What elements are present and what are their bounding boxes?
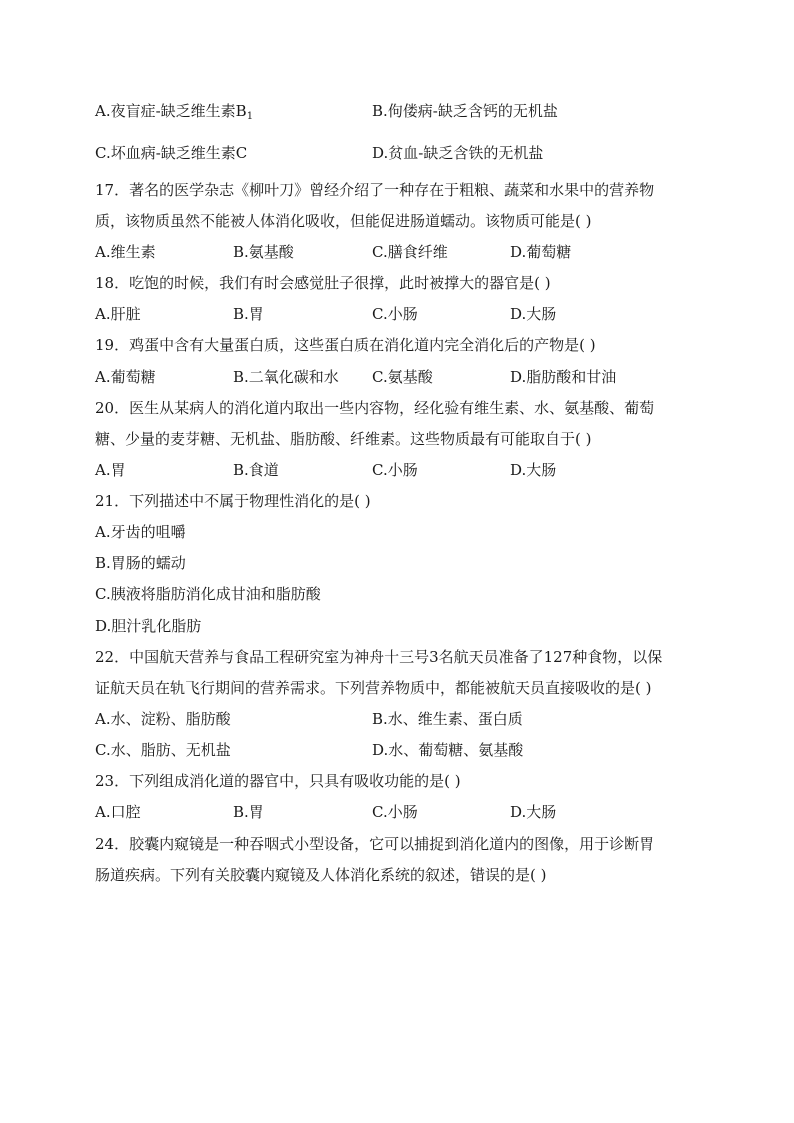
q19-stem-line1: 19．鸡蛋中含有大量蛋白质，这些蛋白质在消化道内完全消化后的产物是( ) xyxy=(95,336,596,354)
q16-option-a-text: A.夜盲症-缺乏维生素B xyxy=(95,102,247,120)
q21-option-b: B.胃肠的蠕动 xyxy=(95,554,186,572)
q18-option-c: C.小肠 xyxy=(372,305,418,323)
q20-option-c: C.小肠 xyxy=(372,461,418,479)
q18-stem-line1: 18．吃饱的时候，我们有时会感觉肚子很撑，此时被撑大的器官是( ) xyxy=(95,274,551,292)
q21-stem-line1: 21．下列描述中不属于物理性消化的是( ) xyxy=(95,492,371,510)
q23-option-c: C.小肠 xyxy=(372,803,418,821)
q22-option-b: B.水、维生素、蛋白质 xyxy=(372,710,523,728)
q17-stem-line2: 质，该物质虽然不能被人体消化吸收，但能促进肠道蠕动。该物质可能是( ) xyxy=(95,212,592,230)
q21-option-a: A.牙齿的咀嚼 xyxy=(95,523,186,541)
q22-option-c: C.水、脂肪、无机盐 xyxy=(95,741,231,759)
q18-option-d: D.大肠 xyxy=(510,305,557,323)
q23-option-b: B.胃 xyxy=(233,803,264,821)
q17-option-a: A.维生素 xyxy=(95,243,156,261)
q22-option-d: D.水、葡萄糖、氨基酸 xyxy=(372,741,524,759)
q22-stem-line2: 证航天员在轨飞行期间的营养需求。下列营养物质中，都能被航天员直接吸收的是( ) xyxy=(95,679,652,697)
q16-option-d: D.贫血-缺乏含铁的无机盐 xyxy=(372,144,544,162)
q16-option-b: B.佝偻病-缺乏含钙的无机盐 xyxy=(372,102,558,120)
q22-option-a: A.水、淀粉、脂肪酸 xyxy=(95,710,231,728)
q17-stem-line1: 17．著名的医学杂志《柳叶刀》曾经介绍了一种存在于粗粮、蔬菜和水果中的营养物 xyxy=(95,181,655,199)
q24-stem-line2: 肠道疾病。下列有关胶囊内窥镜及人体消化系统的叙述，错误的是( ) xyxy=(95,866,547,884)
q22-stem-line1: 22．中国航天营养与食品工程研究室为神舟十三号3名航天员准备了127种食物，以保 xyxy=(95,648,663,666)
q19-option-a: A.葡萄糖 xyxy=(95,368,156,386)
q23-stem-line1: 23．下列组成消化道的器官中，只具有吸收功能的是( ) xyxy=(95,772,461,790)
q20-option-a: A.胃 xyxy=(95,461,126,479)
q16-option-a xyxy=(95,101,253,121)
q19-option-b: B.二氧化碳和水 xyxy=(233,368,339,386)
q16-option-c: C.坏血病-缺乏维生素C xyxy=(95,144,248,162)
q20-option-d: D.大肠 xyxy=(510,461,557,479)
q17-option-b: B.氨基酸 xyxy=(233,243,294,261)
q20-stem-line1: 20．医生从某病人的消化道内取出一些内容物，经化验有维生素、水、氨基酸、葡萄 xyxy=(95,399,655,417)
q17-option-c: C.膳食纤维 xyxy=(372,243,448,261)
q20-option-b: B.食道 xyxy=(233,461,279,479)
q23-option-a: A.口腔 xyxy=(95,803,141,821)
q20-stem-line2: 糖、少量的麦芽糖、无机盐、脂肪酸、纤维素。这些物质最有可能取自于( ) xyxy=(95,430,592,448)
q21-option-c: C.胰液将脂肪消化成甘油和脂肪酸 xyxy=(95,585,321,603)
q19-option-c: C.氨基酸 xyxy=(372,368,433,386)
q18-option-a: A.肝脏 xyxy=(95,305,141,323)
q23-option-d: D.大肠 xyxy=(510,803,557,821)
q21-option-d: D.胆汁乳化脂肪 xyxy=(95,617,202,635)
q19-option-d: D.脂肪酸和甘油 xyxy=(510,368,617,386)
q16-option-a-subscript: 1 xyxy=(246,111,254,122)
q18-option-b: B.胃 xyxy=(233,305,264,323)
q24-stem-line1: 24．胶囊内窥镜是一种吞咽式小型设备，它可以捕捉到消化道内的图像，用于诊断胃 xyxy=(95,835,655,853)
q17-option-d: D.葡萄糖 xyxy=(510,243,572,261)
